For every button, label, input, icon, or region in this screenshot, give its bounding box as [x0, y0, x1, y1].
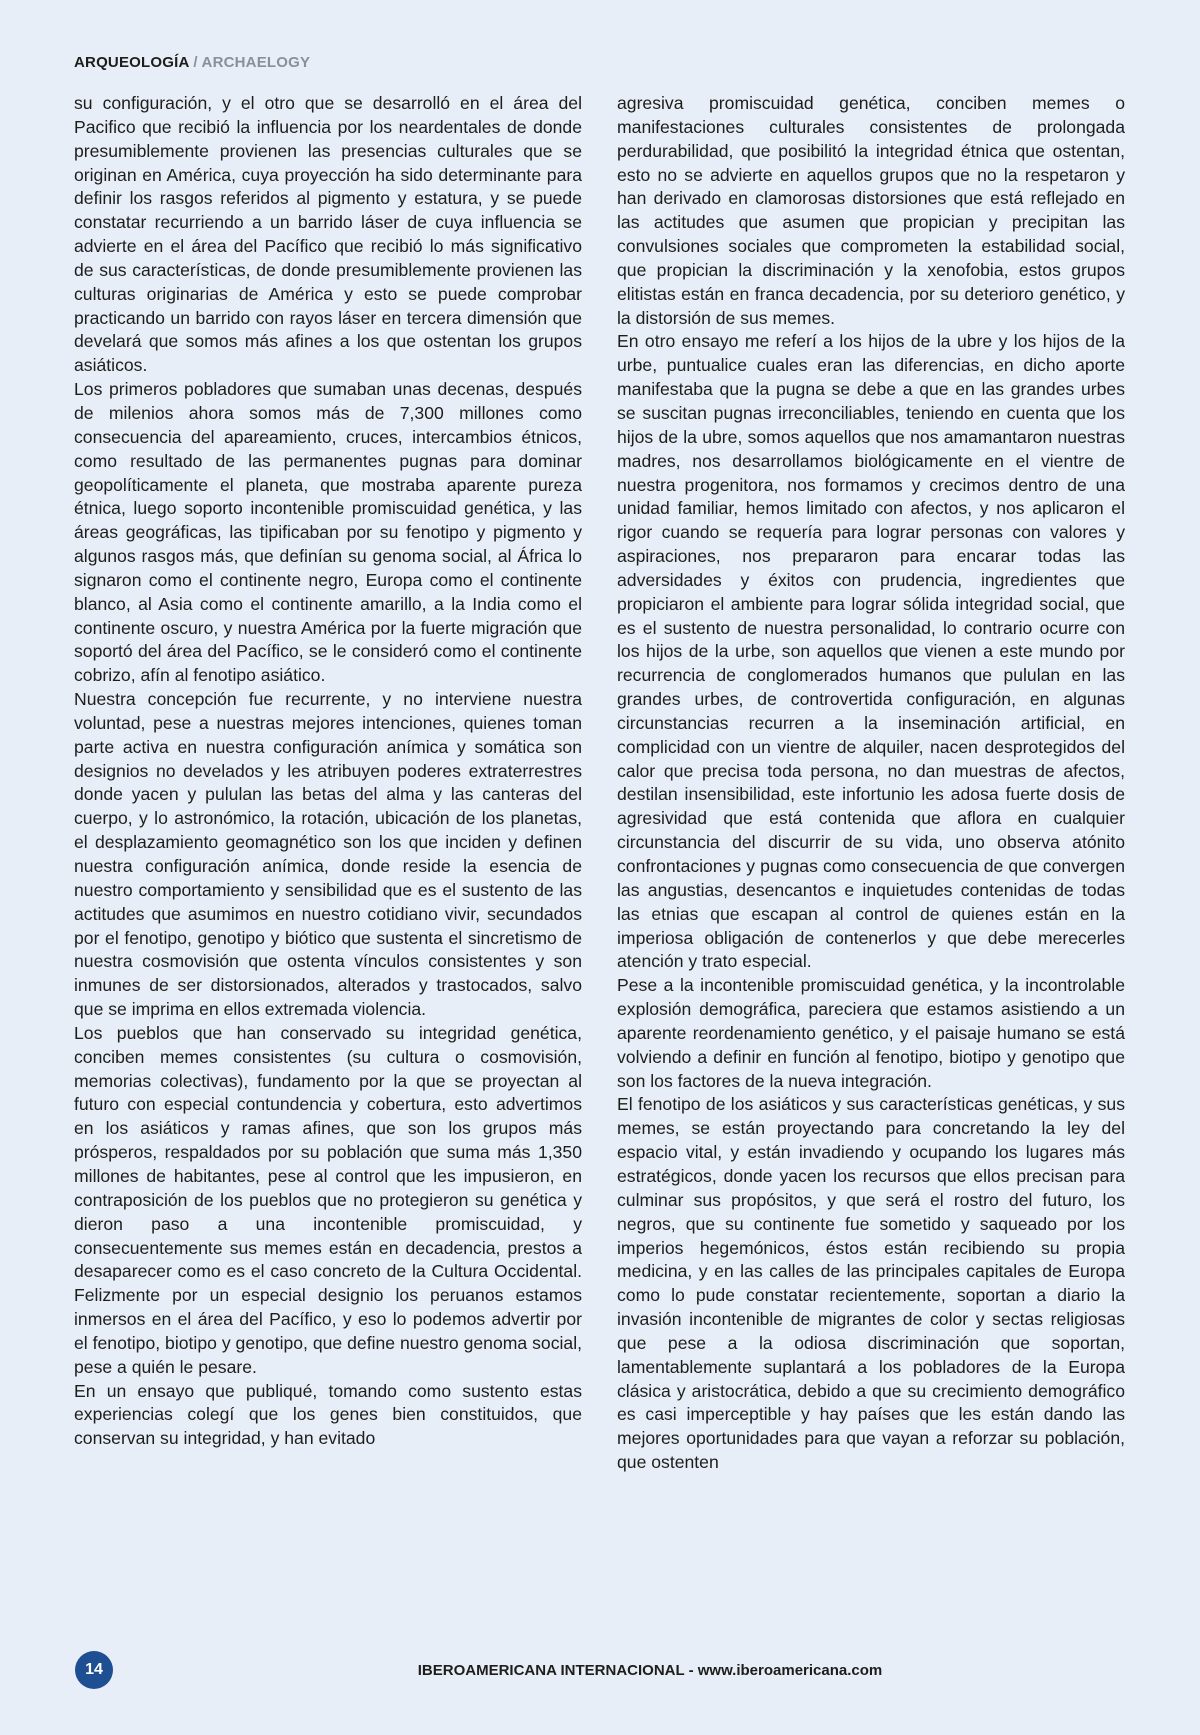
- section-title: ARQUEOLOGÍA: [74, 54, 189, 71]
- section-separator: /: [193, 54, 198, 71]
- right-text-column: [617, 92, 1125, 1475]
- paragraph: En otro ensayo me referí a los hijos de la ubre y los hijos de la urbe, puntualice cuales eran las diferencias, en dicho aporte manifestaba que la pugna se debe a que en las grandes urbes se suscitan pugnas irreconciliables, teniendo en cuenta que los hijos de la ubre, somos aquellos que nos amamantaron nuestras madres, nos desarrollamos biológicamente en el vientre de nuestra progenitora, nos formamos y crecimos dentro de una unidad familiar, hemos limitado con afectos, y nos aplicaron el rigor cuando se requería para lograr personas con valores y aspiraciones, nos prepararon para encarar todas las adversidades y éxitos con prudencia, ingredientes que propiciaron el ambiente para lograr sólida integridad social, que es el sustento de nuestra personalidad, lo contrario ocurre con los hijos de la urbe, son aquellos que vienen a este mundo por recurrencia de conglomerados humanos que pululan en las grandes urbes, de controvertida configuración, en algunas circunstancias recurren a la inseminación artificial, en complicidad con un vientre de alquiler, nacen desprotegidos del calor que precisa toda persona, no dan muestras de afectos, destilan insensibilidad, este infortunio les adosa fuerte dosis de agresividad que está contenida que aflora en cualquier circunstancia del discurrir de su vida, uno observa atónito confrontaciones y pugnas como consecuencia de que convergen las angustias, desencantos e inquietudes contenidas de todas las etnias que escapan al control de quienes están en la imperiosa obligación de contenerlos y que debe merecerles atención y trato especial.: [617, 331, 1125, 972]
- left-text-column: [74, 92, 582, 1451]
- paragraph: Los pueblos que han conservado su integridad genética, conciben memes consistentes (su cultura o cosmovisión, memorias colectivas), fundamento por la que se proyectan al futuro con especial contundencia y cobertura, esto advertimos en los asiáticos y ramas afines, que son los grupos más prósperos, respaldados por su población que suma más 1,350 millones de habitantes, pese al control que les impusieron, en contraposición de los pueblos que no protegieron su genética y dieron paso a una incontenible promiscuidad, y consecuentemente sus memes están en decadencia, prestos a desaparecer como es el caso concreto de la Cultura Occidental. Felizmente por un especial designio los peruanos estamos inmersos en el área del Pacífico, y eso lo podemos advertir por el fenotipo, biotipo y genotipo, que define nuestro genoma social, pese a quién le pesare.: [74, 1022, 582, 1377]
- paragraph: agresiva promiscuidad genética, conciben memes o manifestaciones culturales consistentes de prolongada perdurabilidad, que posibilitó la integridad étnica que ostentan, esto no se advierte en aquellos grupos que no la respetaron y han derivado en clamorosas distorsiones que está reflejado en las actitudes que asumen que propician y precipitan las convulsiones sociales que comprometen la estabilidad social, que propician la discriminación y la xenofobia, estos grupos elitistas están en franca decadencia, por su deterioro genético, y la distorsión de sus memes.: [617, 93, 1125, 328]
- section-header: [74, 54, 310, 71]
- paragraph: Nuestra concepción fue recurrente, y no interviene nuestra voluntad, pese a nuestras mejores intenciones, quienes toman parte activa en nuestra configuración anímica y somática son designios no develados y les atribuyen poderes extraterrestres donde yacen y pululan las betas del alma y las canteras del cuerpo, y lo astronómico, la rotación, ubicación de los planetas, el desplazamiento geomagnético son los que inciden y definen nuestra configuración anímica, donde reside la esencia de nuestro comportamiento y sensibilidad que es el sustento de las actitudes que asumimos en nuestro cotidiano vivir, secundados por el fenotipo, genotipo y biótico que sustenta el sincretismo de nuestra cosmovisión que ostenta vínculos consistentes y son inmunes de ser distorsionados, alterados y trastocados, salvo que se imprima en ellos extremada violencia.: [74, 689, 582, 1020]
- paragraph: Los primeros pobladores que sumaban unas decenas, después de milenios ahora somos más de 7,300 millones como consecuencia del apareamiento, cruces, intercambios étnicos, como resultado de las permanentes pugnas para dominar geopolíticamente el planeta, que mostraba aparente pureza étnica, luego soporto incontenible promiscuidad genética, y las áreas geográficas, las tipificaban por su fenotipo y pigmento y algunos rasgos más, que definían su genoma social, al África lo signaron como el continente negro, Europa como el continente blanco, al Asia como el continente amarillo, a la India como el continente oscuro, y nuestra América por la fuerte migración que soportó del área del Pacífico, se le consideró como el continente cobrizo, afín al fenotipo asiático.: [74, 379, 582, 686]
- section-title-english: ARCHAELOGY: [201, 54, 311, 71]
- publication-footer: IBEROAMERICANA INTERNACIONAL - www.iberoamericana.com: [417, 1662, 883, 1679]
- paragraph: su configuración, y el otro que se desarrolló en el área del Pacifico que recibió la influencia por los neardentales de donde presumiblemente provienen las presencias culturales que se originan en América, cuya proyección ha sido determinante para definir los rasgos referidos al pigmento y estatura, y se puede constatar recurriendo a un barrido láser de cuya influencia se advierte en el área del Pacífico que recibió lo más significativo de sus características, de donde presumiblemente provienen las culturas originarias de América y esto se puede comprobar practicando un barrido con rayos láser en tercera dimensión que develará que somos más afines a los que ostentan los grupos asiáticos.: [74, 93, 582, 376]
- paragraph: El fenotipo de los asiáticos y sus características genéticas, y sus memes, se están proyectando para concretando la ley del espacio vital, y están invadiendo y ocupando los lugares más estratégicos, donde yacen los recursos que ellos precisan para culminar sus propósitos, y que será el rostro del futuro, los negros, que su continente fue sometido y saqueado por los imperios hegemónicos, éstos están recibiendo su propia medicina, y en las calles de las principales capitales de Europa como lo pude constatar recientemente, soportan a diario la invasión incontenible de migrantes de color y sectas religiosas que pese a la odiosa discriminación que soportan, lamentablemente suplantará a los pobladores de la Europa clásica y aristocrática, debido a que su crecimiento demográfico es casi imperceptible y hay países que les están dando las mejores oportunidades para que vayan a reforzar su población, que ostenten: [617, 1094, 1125, 1473]
- paragraph: Pese a la incontenible promiscuidad genética, y la incontrolable explosión demográfica, pareciera que estamos asistiendo a un aparente reordenamiento genético, y el paisaje humano se está volviendo a definir en función al fenotipo, biotipo y genotipo que son los factores de la nueva integración.: [617, 975, 1125, 1091]
- paragraph: En un ensayo que publiqué, tomando como sustento estas experiencias colegí que los genes bien constituidos, que conservan su integridad, y han evitado: [74, 1380, 582, 1449]
- page-number: 14: [85, 1661, 103, 1678]
